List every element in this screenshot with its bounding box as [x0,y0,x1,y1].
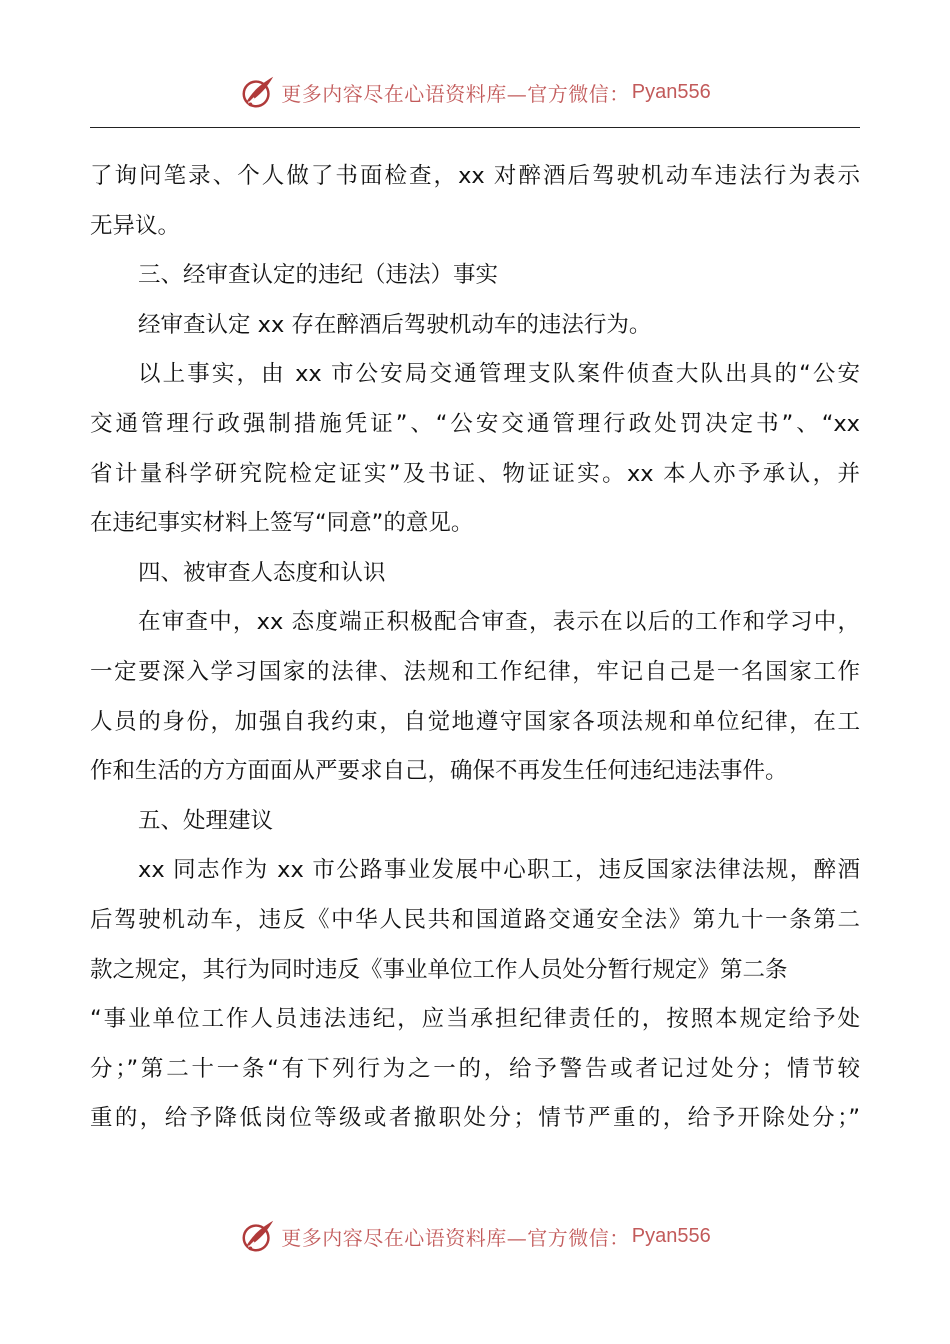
paragraph-line: 款之规定，其行为同时违反《事业单位工作人员处分暂行规定》第二条 [90,956,788,983]
paragraph-line: 在审查中，xx 态度端正积极配合审查，表示在以后的工作和学习中， [138,609,860,636]
section-heading: 三、经审查认定的违纪（违法）事实 [138,262,499,289]
header-watermark-id: Pyan556 [631,80,711,103]
section-heading: 五、处理建议 [138,807,274,834]
paragraph-line: xx 同志作为 xx 市公路事业发展中心职工，违反国家法律法规，醉酒 [138,857,860,884]
paragraph-line: 交通管理行政强制措施凭证”、“公安交通管理行政处罚决定书”、“xx [90,410,860,437]
paragraph-line: 后驾驶机动车，违反《中华人民共和国道路交通安全法》第九十一条第二 [90,906,860,933]
paragraph-line: 在违纪事实材料上签写“同意”的意见。 [90,510,474,537]
footer-watermark-text: 更多内容尽在心语资料库—官方微信： [281,1225,630,1250]
paragraph-line: 分；”第二十一条“有下列行为之一的，给予警告或者记过处分；情节较 [90,1055,860,1082]
paragraph-line: 经审查认定 xx 存在醉酒后驾驶机动车的违法行为。 [138,311,652,338]
paragraph-line: 作和生活的方方面面从严要求自己，确保不再发生任何违纪违法事件。 [90,758,788,785]
document-body [90,152,860,1144]
paragraph-line: 人员的身份，加强自我约束，自觉地遵守国家各项法规和单位纪律，在工 [90,708,860,735]
paragraph-line: 省计量科学研究院检定证实”及书证、物证证实。xx 本人亦予承认，并 [90,460,860,487]
footer-watermark [0,1216,950,1256]
header-watermark-text: 更多内容尽在心语资料库—官方微信： [281,81,630,106]
quill-logo-icon [239,1217,277,1255]
paragraph-line: 无异议。 [90,212,181,239]
header-divider [90,127,860,128]
paragraph-line: “事业单位工作人员违法违纪，应当承担纪律责任的，按照本规定给予处 [90,1006,860,1033]
quill-logo-icon [239,73,277,111]
paragraph-line: 重的，给予降低岗位等级或者撤职处分；情节严重的，给予开除处分；” [90,1105,860,1132]
section-heading: 四、被审查人态度和认识 [138,559,386,586]
footer-watermark-id: Pyan556 [631,1224,711,1247]
paragraph-line: 以上事实，由 xx 市公安局交通管理支队案件侦查大队出具的“公安 [138,361,860,388]
header-watermark [0,72,950,112]
paragraph-line: 了询问笔录、个人做了书面检查，xx 对醉酒后驾驶机动车违法行为表示 [90,163,860,189]
paragraph-line: 一定要深入学习国家的法律、法规和工作纪律，牢记自己是一名国家工作 [90,658,860,685]
